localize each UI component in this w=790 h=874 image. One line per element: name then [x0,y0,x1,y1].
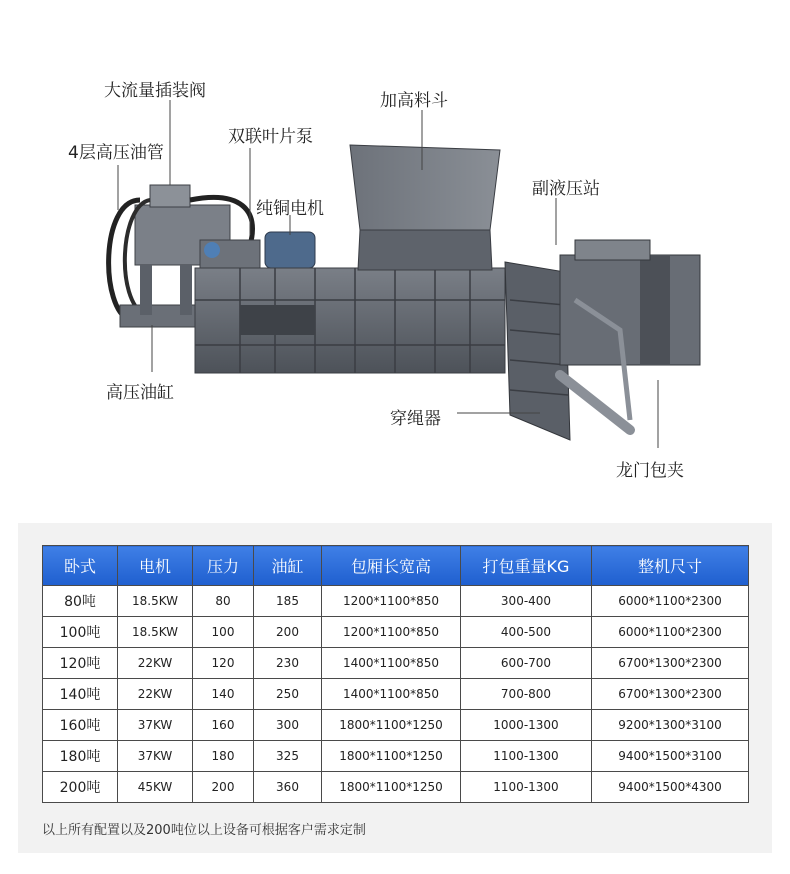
table-cell: 9400*1500*4300 [592,772,749,803]
table-cell: 140 [193,679,254,710]
table-cell: 700-800 [461,679,592,710]
table-row [43,586,749,617]
table-cell: 1800*1100*1250 [322,710,461,741]
callout-sub-station: 副液压站 [532,179,600,199]
callout-pump: 双联叶片泵 [228,127,313,147]
table-row [43,679,749,710]
table-cell: 180 [193,741,254,772]
table-cell: 200 [254,617,322,648]
table-row [43,648,749,679]
table-cell: 600-700 [461,648,592,679]
table-cell: 300 [254,710,322,741]
header-motor: 电机 [118,546,193,586]
table-cell: 22KW [118,648,193,679]
table-cell: 22KW [118,679,193,710]
table-cell: 1100-1300 [461,772,592,803]
table-cell: 185 [254,586,322,617]
callout-hopper: 加高料斗 [380,91,448,111]
table-cell: 80吨 [43,586,118,617]
table-cell: 18.5KW [118,617,193,648]
header-machine-size: 整机尺寸 [592,546,749,586]
table-cell: 250 [254,679,322,710]
table-cell: 200 [193,772,254,803]
table-cell: 1400*1100*850 [322,648,461,679]
table-cell: 6000*1100*2300 [592,617,749,648]
customization-note: 以上所有配置以及200吨位以上设备可根据客户需求定制 [42,823,366,838]
table-cell: 1000-1300 [461,710,592,741]
spec-panel [18,523,772,853]
table-cell: 6000*1100*2300 [592,586,749,617]
callout-gantry: 龙门包夹 [616,461,684,481]
table-cell: 1100-1300 [461,741,592,772]
table-cell: 6700*1300*2300 [592,679,749,710]
table-cell: 160 [193,710,254,741]
table-cell: 360 [254,772,322,803]
callout-valve: 大流量插装阀 [104,81,206,101]
header-type: 卧式 [43,546,118,586]
header-pressure: 压力 [193,546,254,586]
spec-table [42,545,749,803]
table-cell: 230 [254,648,322,679]
table-cell: 140吨 [43,679,118,710]
table-cell: 1400*1100*850 [322,679,461,710]
table-cell: 1200*1100*850 [322,617,461,648]
table-cell: 37KW [118,710,193,741]
table-cell: 1800*1100*1250 [322,772,461,803]
table-row [43,617,749,648]
table-cell: 37KW [118,741,193,772]
table-cell: 6700*1300*2300 [592,648,749,679]
callout-threader: 穿绳器 [390,409,441,429]
table-row [43,710,749,741]
table-row [43,772,749,803]
header-cylinder: 油缸 [254,546,322,586]
table-cell: 325 [254,741,322,772]
callout-motor: 纯铜电机 [256,199,324,219]
table-cell: 160吨 [43,710,118,741]
table-row [43,741,749,772]
callout-hose: 4层高压油管 [68,143,164,163]
table-cell: 9200*1300*3100 [592,710,749,741]
table-cell: 80 [193,586,254,617]
header-chamber-size: 包厢长宽高 [322,546,461,586]
table-cell: 400-500 [461,617,592,648]
table-cell: 18.5KW [118,586,193,617]
table-cell: 300-400 [461,586,592,617]
callout-cylinder: 高压油缸 [106,383,174,403]
table-cell: 100吨 [43,617,118,648]
table-cell: 1800*1100*1250 [322,741,461,772]
table-cell: 120吨 [43,648,118,679]
header-bale-weight: 打包重量KG [461,546,592,586]
table-cell: 180吨 [43,741,118,772]
table-cell: 120 [193,648,254,679]
table-cell: 9400*1500*3100 [592,741,749,772]
table-header-row [43,546,749,586]
table-cell: 100 [193,617,254,648]
table-cell: 45KW [118,772,193,803]
table-cell: 1200*1100*850 [322,586,461,617]
table-cell: 200吨 [43,772,118,803]
